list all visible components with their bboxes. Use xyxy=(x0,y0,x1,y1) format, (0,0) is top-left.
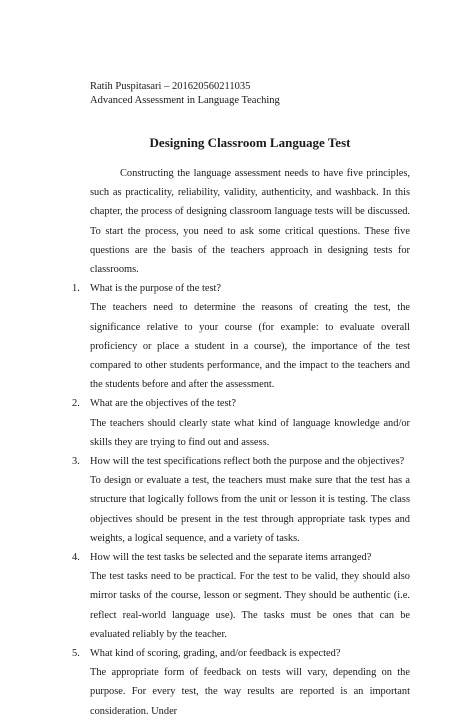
question-answer: The teachers need to determine the reasons of creating the test, the significance relative to your course (for example: to evaluate overall proficiency or place a student in a course), the importance of the test compared to other students performance, and the impact to the teachers and the students before and after the assessment. xyxy=(90,302,410,391)
question-number: 2. xyxy=(72,398,80,410)
list-item xyxy=(72,279,410,394)
question-answer: The appropriate form of feedback on tests will vary, depending on the purpose. For every test, the way results are reported is an important consideration. Under xyxy=(90,667,410,717)
document-title: Designing Classroom Language Test xyxy=(149,135,351,150)
question-heading: What kind of scoring, grading, and/or feedback is expected? xyxy=(90,648,341,660)
question-heading: How will the test specifications reflect both the purpose and the objectives? xyxy=(90,456,405,468)
question-number: 5. xyxy=(72,648,80,660)
author-line: Ratih Puspitasari – 201620560211035 xyxy=(90,81,251,92)
question-heading: What are the objectives of the test? xyxy=(90,398,236,410)
question-number: 4. xyxy=(72,552,80,564)
question-answer: To design or evaluate a test, the teachers must make sure that the test has a structure that logically follows from the unit or lesson it is testing. The class objectives should be present in the test through appropriate task types and weights, a logical sequence, and a variety of tasks. xyxy=(90,475,410,544)
list-item xyxy=(72,644,410,721)
question-number: 1. xyxy=(72,283,80,295)
course-line: Advanced Assessment in Language Teaching xyxy=(90,95,280,106)
list-item xyxy=(72,548,410,644)
question-number: 3. xyxy=(72,456,80,468)
question-list xyxy=(72,279,410,721)
list-item xyxy=(72,394,410,452)
question-answer: The test tasks need to be practical. For the test to be valid, they should also mirror tasks of the course, lesson or segment. They should be authentic (i.e. reflect real-world language use). The tasks must be ones that can be evaluated reliably by the teacher. xyxy=(90,571,410,640)
question-heading: How will the test tasks be selected and the separate items arranged? xyxy=(90,552,372,564)
intro-paragraph: Constructing the language assessment needs to have five principles, such as practicality, reliability, validity, authenticity, and washback. In this chapter, the process of designing classroom language tests will be discussed. To start the process, you need to ask some critical questions. These five questions are the basis of the teachers approach in designing tests for classrooms. xyxy=(90,168,410,276)
question-answer: The teachers should clearly state what kind of language knowledge and/or skills they are trying to find out and assess. xyxy=(90,417,410,448)
list-item xyxy=(72,452,410,548)
question-heading: What is the purpose of the test? xyxy=(90,283,221,295)
